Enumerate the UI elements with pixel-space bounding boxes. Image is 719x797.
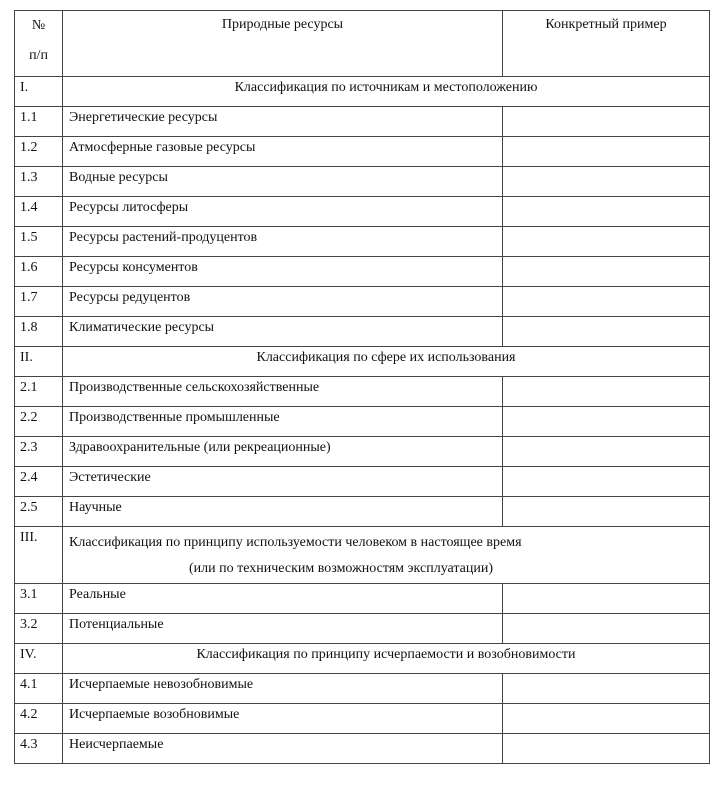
row-number: 1.4 <box>15 197 63 227</box>
row-example-cell[interactable] <box>503 167 710 197</box>
section-title <box>63 527 710 584</box>
row-example-cell[interactable] <box>503 674 710 704</box>
row-number: 4.3 <box>15 734 63 764</box>
row-example-cell[interactable] <box>503 497 710 527</box>
header-example: Конкретный пример <box>503 11 710 77</box>
section-title: Классификация по принципу исчерпаемости и возобновимости <box>63 644 710 674</box>
table-row <box>15 107 710 137</box>
row-example-cell[interactable] <box>503 407 710 437</box>
row-number: 2.4 <box>15 467 63 497</box>
row-resource: Ресурсы консументов <box>63 257 503 287</box>
table-row <box>15 467 710 497</box>
row-example-cell[interactable] <box>503 287 710 317</box>
row-number: 1.8 <box>15 317 63 347</box>
section-title: Классификация по сфере их использования <box>63 347 710 377</box>
row-example-cell[interactable] <box>503 317 710 347</box>
section-title-line2: (или по техническим возможностям эксплуатации) <box>189 561 494 576</box>
row-example-cell[interactable] <box>503 437 710 467</box>
row-number: 2.1 <box>15 377 63 407</box>
table-row <box>15 614 710 644</box>
row-resource: Исчерпаемые возобновимые <box>63 704 503 734</box>
row-number: 1.7 <box>15 287 63 317</box>
row-example-cell[interactable] <box>503 197 710 227</box>
table-header-row <box>15 11 710 77</box>
row-example-cell[interactable] <box>503 704 710 734</box>
section-title: Классификация по источникам и местоположению <box>63 77 710 107</box>
row-number: 3.1 <box>15 584 63 614</box>
row-number: 2.2 <box>15 407 63 437</box>
header-number-line1: № <box>31 18 46 33</box>
row-resource: Ресурсы редуцентов <box>63 287 503 317</box>
row-example-cell[interactable] <box>503 137 710 167</box>
natural-resources-table <box>14 10 710 764</box>
row-number: 4.2 <box>15 704 63 734</box>
row-number: 1.3 <box>15 167 63 197</box>
row-resource: Атмосферные газовые ресурсы <box>63 137 503 167</box>
row-resource: Ресурсы растений-продуцентов <box>63 227 503 257</box>
row-number: 3.2 <box>15 614 63 644</box>
row-example-cell[interactable] <box>503 107 710 137</box>
section-number: IV. <box>15 644 63 674</box>
section-row <box>15 527 710 584</box>
section-number: III. <box>15 527 63 584</box>
row-resource: Энергетические ресурсы <box>63 107 503 137</box>
header-number <box>15 11 63 77</box>
row-resource: Реальные <box>63 584 503 614</box>
row-number: 1.1 <box>15 107 63 137</box>
row-example-cell[interactable] <box>503 584 710 614</box>
header-resources: Природные ресурсы <box>63 11 503 77</box>
resources-table-container <box>14 10 710 764</box>
table-row <box>15 377 710 407</box>
row-resource: Здравоохранительные (или рекреационные) <box>63 437 503 467</box>
row-number: 1.5 <box>15 227 63 257</box>
table-row <box>15 287 710 317</box>
section-number: I. <box>15 77 63 107</box>
row-resource: Производственные промышленные <box>63 407 503 437</box>
row-example-cell[interactable] <box>503 734 710 764</box>
row-number: 2.5 <box>15 497 63 527</box>
table-row <box>15 584 710 614</box>
row-resource: Исчерпаемые невозобновимые <box>63 674 503 704</box>
table-row <box>15 317 710 347</box>
section-title-line1: Классификация по принципу используемости человеком в настоящее время <box>69 535 522 550</box>
row-number: 4.1 <box>15 674 63 704</box>
row-resource: Научные <box>63 497 503 527</box>
table-row <box>15 227 710 257</box>
table-row <box>15 437 710 467</box>
table-row <box>15 257 710 287</box>
table-row <box>15 734 710 764</box>
row-example-cell[interactable] <box>503 377 710 407</box>
row-resource: Неисчерпаемые <box>63 734 503 764</box>
row-number: 2.3 <box>15 437 63 467</box>
row-number: 1.6 <box>15 257 63 287</box>
row-example-cell[interactable] <box>503 614 710 644</box>
row-number: 1.2 <box>15 137 63 167</box>
row-resource: Эстетические <box>63 467 503 497</box>
row-example-cell[interactable] <box>503 467 710 497</box>
row-resource: Климатические ресурсы <box>63 317 503 347</box>
table-row <box>15 704 710 734</box>
table-row <box>15 167 710 197</box>
section-row <box>15 644 710 674</box>
table-row <box>15 497 710 527</box>
row-example-cell[interactable] <box>503 227 710 257</box>
table-row <box>15 197 710 227</box>
section-row <box>15 347 710 377</box>
header-number-line2: п/п <box>29 48 48 63</box>
section-row <box>15 77 710 107</box>
row-resource: Потенциальные <box>63 614 503 644</box>
row-resource: Водные ресурсы <box>63 167 503 197</box>
row-example-cell[interactable] <box>503 257 710 287</box>
row-resource: Ресурсы литосферы <box>63 197 503 227</box>
table-row <box>15 137 710 167</box>
row-resource: Производственные сельскохозяйственные <box>63 377 503 407</box>
table-row <box>15 407 710 437</box>
table-row <box>15 674 710 704</box>
section-number: II. <box>15 347 63 377</box>
